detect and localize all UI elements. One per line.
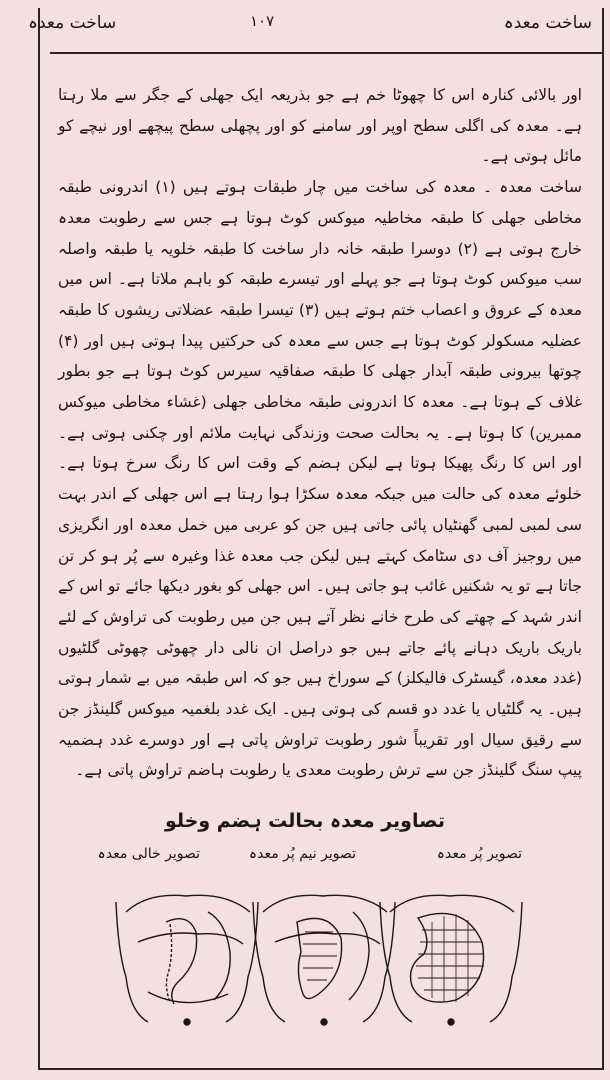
full-stomach-illustration xyxy=(372,882,530,1032)
header-rule xyxy=(50,52,602,54)
figure-label-half: تصویر نیم پُر معدہ xyxy=(248,846,356,862)
running-title-right: ساخت معدہ xyxy=(503,13,592,33)
paragraph: اور بالائی کنارہ اس کا چھوٹا خم ہے جو بذریعہ ایک جھلی کے جگر سے ملا رہتا ہے۔ معدہ کی اگلی سطح اوپر اور سامنے کو اور پچھلی سطح پیچھے اور نیچے کو مائل ہوتی ہے۔ xyxy=(58,86,582,166)
running-title-left: ساخت معدہ xyxy=(28,13,117,33)
figure-label-full: تصویر پُر معدہ xyxy=(436,846,522,862)
page-number: ۱۰۷ xyxy=(250,12,275,30)
body-text xyxy=(58,80,582,786)
figure-caption: تصاویر معدہ بحالت ہضم وخلو xyxy=(165,810,445,832)
figure-label-empty: تصویر خالی معدہ xyxy=(97,846,200,862)
paragraph: ساخت معدہ ۔ معدہ کی ساخت میں چار طبقات ہوتے ہیں (۱) اندرونی طبقہ مخاطی جھلی کا طبقہ مخاطیہ میوکس کوٹ ہوتا ہے جس سے رطوبت معدہ خارج ہوتی ہے (۲) دوسرا طبقہ خانہ دار ساخت کا طبقہ خلویہ یا طبقہ واصلہ سب میوکس کوٹ ہوتا ہے جو پہلے اور تیسرے طبقہ کو باہم ملاتا ہے۔ اس میں معدہ کے عروق و اعصاب ختم ہوتے ہیں (۳) تیسرا طبقہ عضلاتی ریشوں کا طبقہ عضلیہ مسکولر کوٹ ہوتا ہے جس سے معدہ کی حرکتیں پیدا ہوتی ہیں اور (۴) چوتھا بیرونی طبقہ آبدار جھلی کا طبقہ صفاقیہ سیرس کوٹ ہوتا ہے جو بطور غلاف کے ہوتا ہے۔ معدہ کا اندرونی طبقہ مخاطی جھلی (غشاء مخاطی میوکس ممبرین) کا ہوتا ہے۔ یہ بحالت صحت وزندگی نہایت ملائم اور چکنی ہوتی ہے۔ اور اس کا رنگ پھیکا ہوتا ہے لیکن ہضم کے وقت اس کا رنگ سرخ ہوتا ہے۔ خلوئے معدہ کی حالت میں جبکہ معدہ سکڑا ہوا رہتا ہے اس جھلی کے اندر بہت سی لمبی لمبی گھنٹیاں پائی جاتی ہیں جن کو عربی میں خمل معدہ اور انگریزی میں روجیز آف دی سٹامک کہتے ہیں لیکن جب معدہ غذا وغیرہ سے پُر ہو کر تن جاتا ہے تو یہ شکنیں غائب ہو جاتی ہیں۔ اس جھلی کو بغور دیکھا جائے تو اس کے اندر شہد کے چھتے کی طرح خانے نظر آتے ہیں جن میں رطوبت کی تراوش کے لئے باریک باریک دہانے پائے جاتے ہیں جو دراصل ان نالی دار چھوٹی چھوٹی گلٹیوں (غدد معدہ، گیسٹرک فالیکلز) کے سوراخ ہیں جو کہ اس طبقہ میں بے شمار ہوتی ہیں۔ یہ گلٹیاں یا غدد دو قسم کی ہوتی ہیں۔ ایک غدد بلغمیہ میوکس گلینڈز جن سے رقیق سیال اور تقریباً شور رطوبت تراوش پاتی ہے اور دوسرے غدد ہضمیہ پیپ سنگ گلینڈز جن سے ترش رطوبت معدی یا رطوبت ہاضم تراوش پاتی ہے۔ xyxy=(58,178,582,780)
empty-stomach-illustration xyxy=(108,882,266,1032)
